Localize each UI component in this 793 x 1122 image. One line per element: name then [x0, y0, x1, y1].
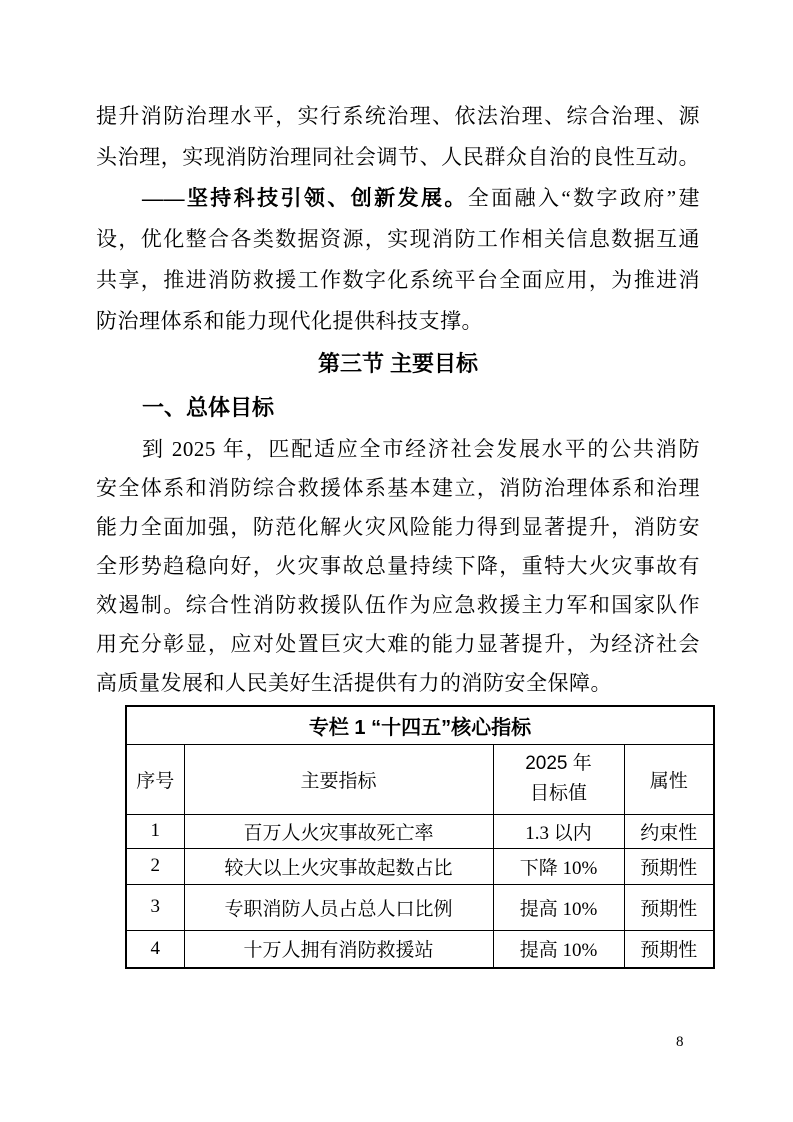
paragraph-principle-technology — [96, 178, 700, 342]
table-row — [126, 930, 714, 968]
cell-indicator: 百万人火灾事故死亡率 — [184, 814, 493, 848]
cell-no: 1 — [126, 814, 184, 848]
page-number: 8 — [676, 1034, 684, 1050]
text-line — [96, 178, 700, 219]
paragraph-governance-continuation — [96, 96, 700, 178]
cell-indicator: 较大以上火灾事故起数占比 — [184, 848, 493, 884]
column-header-target-line1: 2025 年 — [525, 753, 592, 774]
text-line: 安全体系和消防综合救援体系基本建立，消防治理体系和治理 — [96, 476, 700, 500]
core-indicators-table — [125, 705, 715, 969]
table-row — [126, 848, 714, 884]
cell-target: 下降 10% — [493, 848, 624, 884]
cell-attribute: 预期性 — [624, 848, 714, 884]
principle-lead-rest: 全面融入“数字政府”建 — [467, 186, 700, 210]
section-heading: 第三节 主要目标 — [317, 351, 479, 376]
paragraph-overall-goals — [96, 430, 700, 703]
cell-attribute: 约束性 — [624, 814, 714, 848]
subsection-heading: 一、总体目标 — [142, 395, 275, 420]
text-line: 提升消防治理水平，实行系统治理、依法治理、综合治理、源 — [96, 104, 700, 128]
cell-target: 提高 10% — [493, 930, 624, 968]
text-line: 设，优化整合各类数据资源，实现消防工作相关信息数据互通 — [96, 227, 700, 251]
text-line: 效遏制。综合性消防救援队伍作为应急救援主力军和国家队作 — [96, 593, 700, 617]
cell-attribute: 预期性 — [624, 930, 714, 968]
cell-no: 3 — [126, 884, 184, 930]
text-line: 头治理，实现消防治理同社会调节、人民群众自治的良性互动。 — [96, 145, 700, 169]
table-title: 专栏 1 “十四五”核心指标 — [126, 706, 714, 744]
cell-target: 1.3 以内 — [493, 814, 624, 848]
text-line: 到 2025 年，匹配适应全市经济社会发展水平的公共消防 — [142, 437, 700, 461]
column-header-target-stack — [494, 749, 624, 809]
table-title-row — [126, 706, 714, 744]
column-header-target-line2: 目标值 — [529, 783, 587, 804]
table-row — [126, 814, 714, 848]
page-content — [96, 96, 716, 969]
text-line: 用充分彰显，应对处置巨灾大难的能力显著提升，为经济社会 — [96, 632, 700, 656]
text-line: 高质量发展和人民美好生活提供有力的消防安全保障。 — [96, 671, 612, 695]
text-line: 共享，推进消防救援工作数字化系统平台全面应用，为推进消 — [96, 268, 700, 292]
cell-indicator: 十万人拥有消防救援站 — [184, 930, 493, 968]
column-header-no: 序号 — [126, 744, 184, 814]
text-line: 全形势趋稳向好，火灾事故总量持续下降，重特大火灾事故有 — [96, 554, 700, 578]
column-header-indicator: 主要指标 — [184, 744, 493, 814]
column-header-attribute: 属性 — [624, 744, 714, 814]
principle-lead-bold: ——坚持科技引领、创新发展。 — [142, 186, 468, 210]
column-header-target — [493, 744, 624, 814]
cell-no: 2 — [126, 848, 184, 884]
cell-no: 4 — [126, 930, 184, 968]
table-header-row — [126, 744, 714, 814]
text-line: 能力全面加强，防范化解火灾风险能力得到显著提升，消防安 — [96, 515, 700, 539]
table-row — [126, 884, 714, 930]
cell-target: 提高 10% — [493, 884, 624, 930]
cell-indicator: 专职消防人员占总人口比例 — [184, 884, 493, 930]
text-line: 防治理体系和能力现代化提供科技支撑。 — [96, 309, 483, 333]
cell-attribute: 预期性 — [624, 884, 714, 930]
